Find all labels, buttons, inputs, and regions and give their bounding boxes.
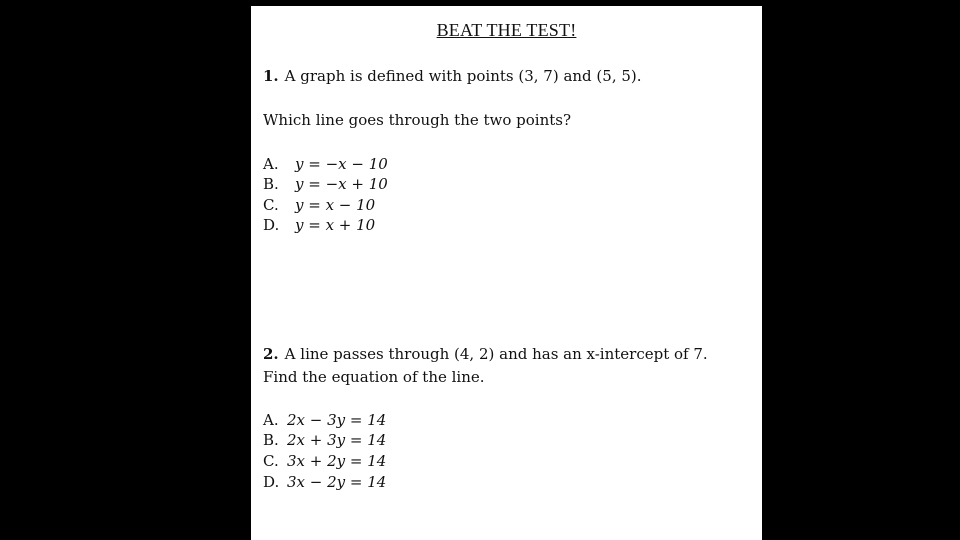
question-2-number: 2. [263,345,279,363]
option-text: 3x + 2y = 14 [287,452,387,470]
option-text: 3x − 2y = 14 [287,473,387,491]
question-2 [263,344,708,364]
option-text: y = −x − 10 [295,155,388,173]
question-1-option-d [263,215,375,235]
question-2-text: A line passes through (4, 2) and has an x-intercept of 7. [284,345,708,363]
question-1-prompt: Which line goes through the two points? [263,111,572,129]
page-title: BEAT THE TEST! [436,20,577,40]
option-letter: C. [263,196,279,214]
question-1-option-b [263,174,388,194]
option-text: 2x + 3y = 14 [287,431,387,449]
question-1-text: A graph is defined with points (3, 7) and (5, 5). [284,67,642,85]
option-letter: B. [263,175,279,193]
question-2-option-b [263,430,386,450]
option-letter: C. [263,452,279,470]
question-1-option-a [263,154,388,174]
question-1-number: 1. [263,67,279,85]
option-letter: D. [263,216,280,234]
question-2-prompt: Find the equation of the line. [263,368,485,386]
question-2-option-d [263,472,386,492]
question-2-option-a [263,410,386,430]
worksheet-page [251,6,762,540]
question-1 [263,66,642,86]
option-text: y = −x + 10 [295,175,388,193]
option-letter: B. [263,431,279,449]
option-letter: D. [263,473,280,491]
option-text: 2x − 3y = 14 [287,411,387,429]
question-1-option-c [263,195,375,215]
option-text: y = x − 10 [295,196,376,214]
option-letter: A. [263,411,279,429]
question-2-option-c [263,451,386,471]
option-letter: A. [263,155,279,173]
option-text: y = x + 10 [295,216,376,234]
